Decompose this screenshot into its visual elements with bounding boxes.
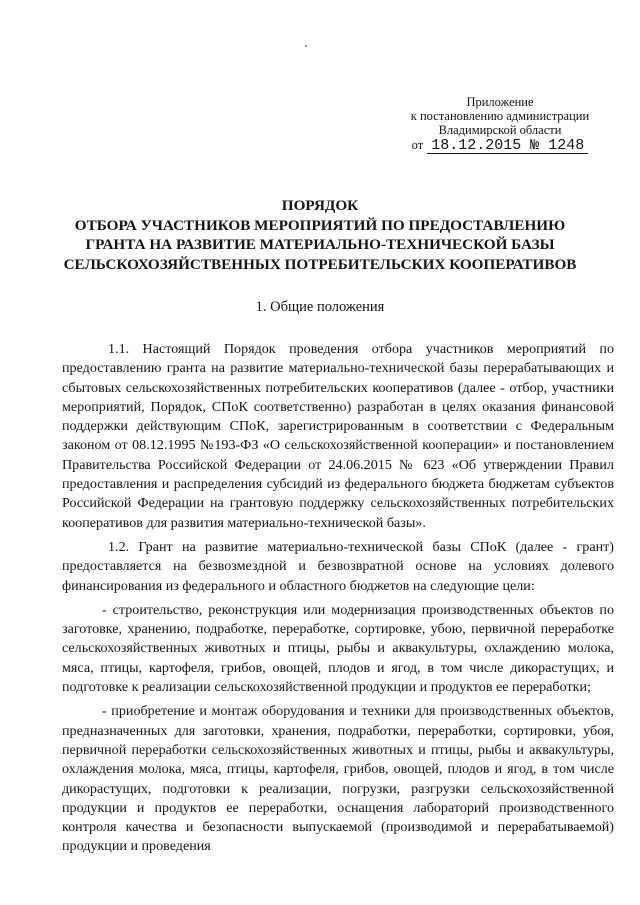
section-heading: 1. Общие положения xyxy=(255,299,385,315)
appendix-number: 1248 xyxy=(548,137,585,154)
appendix-from-label: от xyxy=(411,138,424,152)
document-body xyxy=(62,340,614,857)
paragraph-1-1: 1.1. Настоящий Порядок проведения отбора участников мероприятий по предоставлению гранта на развитие материально-технической базы перерабатывающих и сбытовых сельскохозяйственных потребительских кооперативов (далее - отбор, участники мероприятий, Порядок, СПоК соответственно) разработан в целях оказания финансовой поддержки действующим СПоК, зарегистрированным в соответствии с Федеральным законом от 08.12.1995 №193-ФЗ «О сельскохозяйственной кооперации» и постановлением Правительства Российской Федерации от 24.06.2015 № 623 «Об утверждении Правил предоставления и распределения субсидий из федерального бюджета бюджетам субъектов Российской Федерации на грантовую поддержку сельскохозяйственных потребительских кооперативов для развития материально-технической базы». xyxy=(62,341,614,531)
appendix-date: 18.12.2015 xyxy=(431,137,522,154)
title-line-1: ПОРЯДОК xyxy=(281,197,359,214)
title-line-2: ОТБОРА УЧАСТНИКОВ МЕРОПРИЯТИЙ ПО ПРЕДОСТАВЛЕНИЮ xyxy=(74,216,566,234)
appendix-date-line xyxy=(380,138,620,154)
document-title xyxy=(60,196,580,274)
list-item-construction: - строительство, реконструкция или модернизация производственных объектов по заготовке, хранению, подработке, переработке, сортировке, убою, первичной переработке сельскохозяйственных животных и птицы, рыбы и аквакультуры, охлаждению молока, мяса, птицы, картофеля, грибов, овощей, плодов и ягод, в том числе дикорастущих, и подготовке к реализации сельскохозяйственной продукции и продуктов ее переработки; xyxy=(62,601,614,696)
paragraph-1-2: 1.2. Грант на развитие материально-технической базы СПоК (далее - грант) предоставляется на безвозмездной и безвозвратной основе на условиях долевого финансирования из федерального и областного бюджетов на следующие цели: xyxy=(62,538,614,594)
appendix-region: Владимирской области xyxy=(438,123,562,137)
appendix-resolution: к постановлению администрации xyxy=(410,109,590,123)
title-line-3: ГРАНТА НА РАЗВИТИЕ МАТЕРИАЛЬНО-ТЕХНИЧЕСКОЙ БАЗЫ xyxy=(85,236,555,253)
appendix-title: Приложение xyxy=(466,95,534,109)
scan-speck xyxy=(305,45,307,47)
appendix-date-number xyxy=(427,138,588,154)
list-item-equipment: - приобретение и монтаж оборудования и техники для производственных объектов, предназначенных для заготовки, хранения, подработки, переработки, сортировки, убоя, первичной переработки сельскохозяйственных животных и птицы, рыбы и аквакультуры, охлаждения молока, мяса, птицы, картофеля, грибов, овощей, плодов и ягод, в том числе дикорастущих, подготовки к реализации, погрузки, разгрузки сельскохозяйственной продукции и продуктов ее переработки, оснащения лабораторий производственного контроля качества и безопасности выпускаемой (производимой и перерабатываемой) продукции и проведения xyxy=(62,703,614,855)
appendix-number-sign: № xyxy=(530,137,540,154)
title-line-4: СЕЛЬСКОХОЗЯЙСТВЕННЫХ ПОТРЕБИТЕЛЬСКИХ КООПЕРАТИВОВ xyxy=(63,255,577,273)
appendix-block xyxy=(380,95,620,154)
